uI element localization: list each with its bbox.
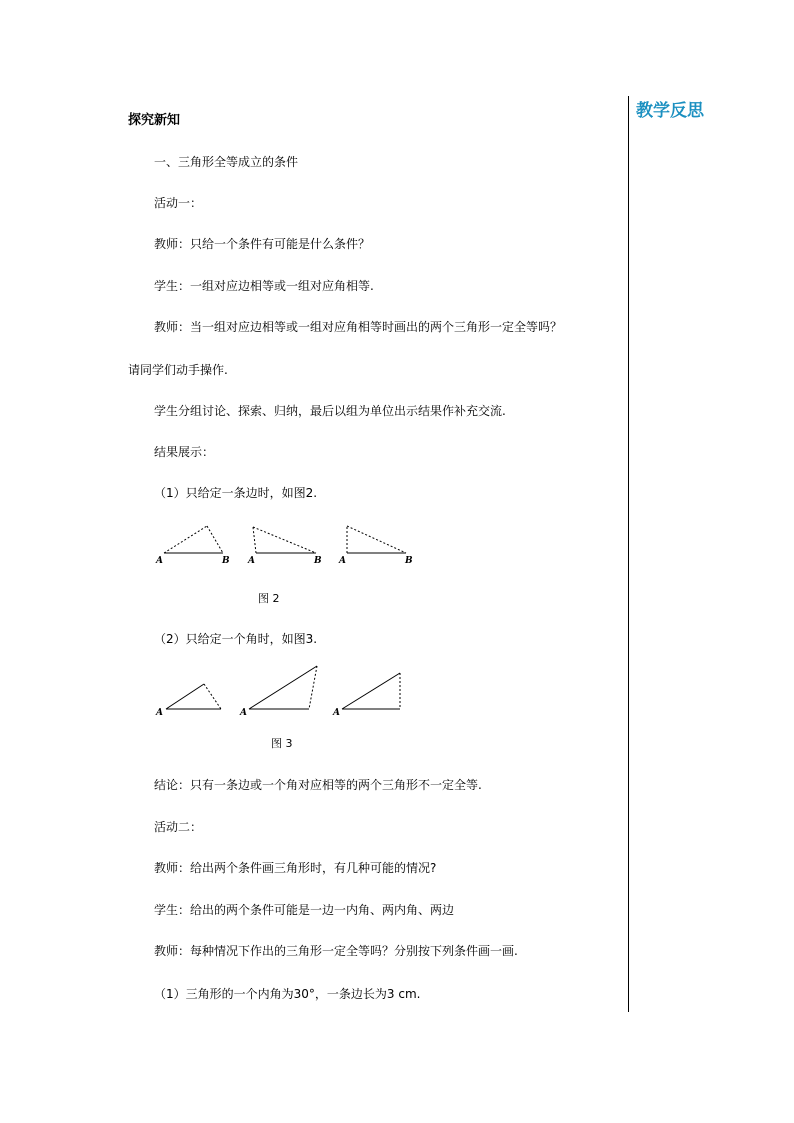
section-heading: 探究新知 (128, 113, 181, 128)
column-divider (628, 96, 629, 1012)
results-label: 结果展示： (154, 445, 215, 459)
activity-two-label: 活动二： (154, 820, 203, 834)
case-one-side: （1）只给定一条边时，如图2. (154, 486, 318, 500)
teacher-question-4: 教师：每种情况下作出的三角形一定全等吗？分别按下列条件画一画. (154, 944, 518, 958)
teacher-question-2-cont: 请同学们动手操作. (128, 363, 228, 377)
figure-3-diagram (150, 660, 420, 720)
case-one-angle: （2）只给定一个角时，如图3. (154, 632, 318, 646)
fig3-label-a2: A (240, 708, 247, 718)
subsection-title: 一、三角形全等成立的条件 (154, 155, 299, 169)
fig3-label-a3: A (333, 708, 340, 718)
teacher-question-1: 教师：只给一个条件有可能是什么条件？ (154, 237, 371, 251)
fig2-label-b3: B (405, 556, 413, 566)
student-answer-1: 学生：一组对应边相等或一组对应角相等. (154, 279, 374, 293)
student-activity: 学生分组讨论、探索、归纳，最后以组为单位出示结果作补充交流. (154, 404, 506, 418)
fig2-label-a3: A (339, 556, 346, 566)
conclusion: 结论：只有一条边或一个角对应相等的两个三角形不一定全等. (154, 778, 482, 792)
figure-3-caption: 图 3 (271, 737, 293, 750)
fig2-label-a2: A (248, 556, 255, 566)
teacher-question-3: 教师：给出两个条件画三角形时，有几种可能的情况? (154, 861, 437, 875)
task-condition-1: （1）三角形的一个内角为30°，一条边长为3 cm. (154, 987, 421, 1001)
fig3-label-a1: A (156, 708, 163, 718)
fig2-label-a1: A (156, 556, 163, 566)
figure-2-caption: 图 2 (258, 592, 280, 605)
fig2-label-b2: B (314, 556, 322, 566)
fig2-label-b1: B (222, 556, 230, 566)
sidebar-title: 教学反思 (636, 101, 704, 121)
figure-2-diagram (150, 518, 430, 570)
student-answer-2: 学生：给出的两个条件可能是一边一内角、两内角、两边 (154, 903, 455, 917)
teacher-question-2: 教师：当一组对应边相等或一组对应角相等时画出的两个三角形一定全等吗？ (154, 320, 563, 334)
activity-one-label: 活动一： (154, 196, 203, 210)
